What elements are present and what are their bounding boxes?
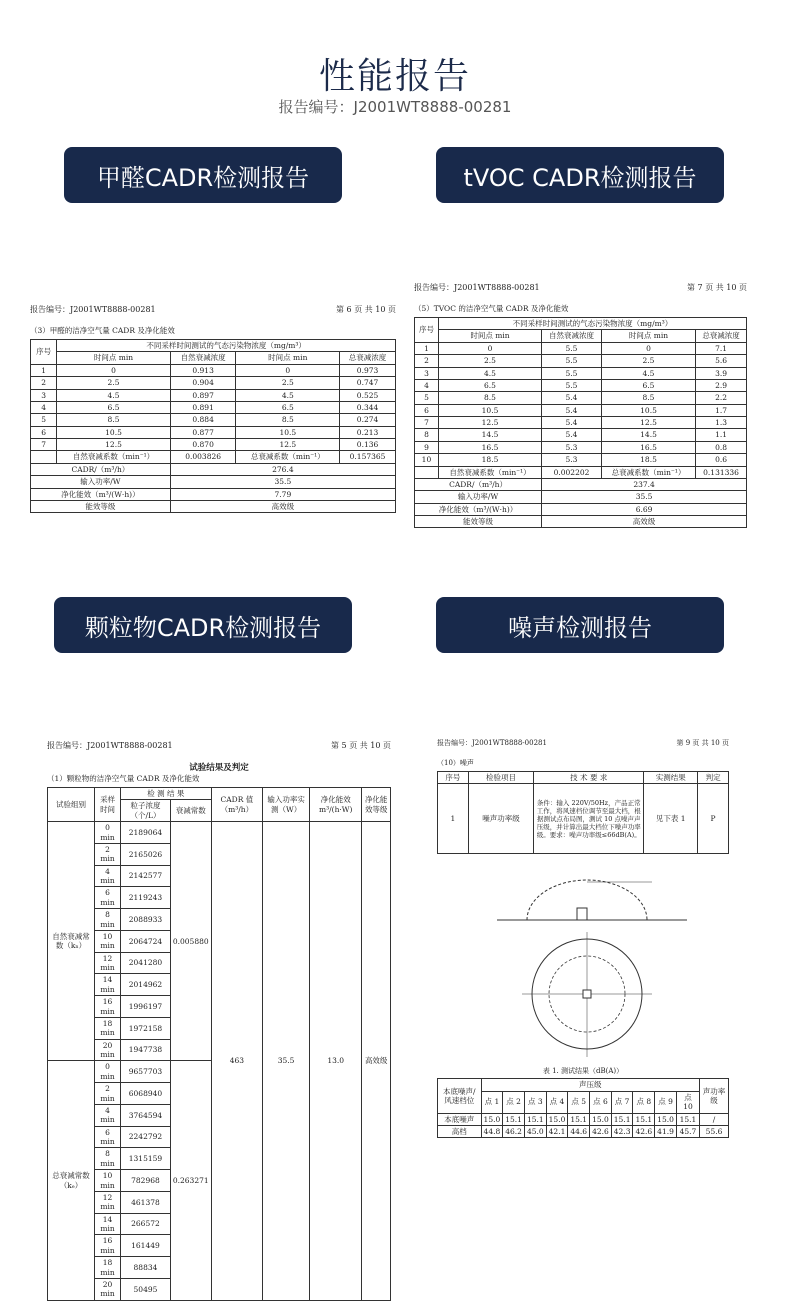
summary-row [31, 488, 396, 500]
table-cell: 2.5 [601, 355, 695, 367]
k-cell: 0.005880 [170, 822, 211, 1061]
table-row [415, 342, 747, 354]
power-header: 输入功率实测（W） [263, 788, 310, 822]
row-result: 见下表 1 [644, 784, 698, 854]
table-row [415, 454, 747, 466]
summary-value: 237.4 [542, 478, 747, 490]
table-cell: 6.5 [438, 379, 541, 391]
device-box-top [583, 990, 591, 998]
conc-cell: 2165026 [121, 843, 171, 865]
k-tot-label: 总衰减系数（min⁻¹） [601, 466, 695, 478]
table-cell: 0.891 [170, 401, 236, 413]
table-cell: 7.1 [696, 342, 747, 354]
table-cell: 0.877 [170, 426, 236, 438]
table-cell: 0.344 [340, 401, 396, 413]
eff-header: 净化能效 m³/(h·W) [310, 788, 362, 822]
pw-cell: / [700, 1113, 729, 1125]
k-nat-label: 自然衰减系数（min⁻¹） [438, 466, 541, 478]
col-header: 实测结果 [644, 772, 698, 784]
table-cell: 7 [415, 417, 439, 429]
conc-cell: 2119243 [121, 887, 171, 909]
table-cell: 1.1 [696, 429, 747, 441]
table-cell: 3 [31, 389, 57, 401]
tvoc-table [414, 317, 747, 528]
table-cell: 5 [415, 392, 439, 404]
device-box [577, 908, 587, 920]
particle-table [47, 787, 391, 1301]
value-cell: 15.1 [568, 1113, 590, 1125]
col-header: 技 术 要 求 [534, 772, 644, 784]
group-label: 自然衰减常数（kₙ） [48, 822, 95, 1061]
point-header: 点 8 [633, 1091, 655, 1113]
table-cell: 14.5 [601, 429, 695, 441]
table-cell: 18.5 [601, 454, 695, 466]
table-cell: 7 [31, 439, 57, 451]
table-cell: 5.4 [542, 404, 602, 416]
table-cell: 5.5 [542, 379, 602, 391]
value-cell: 44.6 [568, 1125, 590, 1137]
doc-heading: 试验结果及判定 [189, 763, 249, 773]
table-row [415, 404, 747, 416]
doc-page-no: 第 5 页 共 10 页 [331, 741, 391, 750]
formaldehyde-cadr-badge: 甲醛CADR检测报告 [64, 147, 342, 203]
result-header: 检 测 结 果 [121, 788, 212, 800]
value-cell: 42.6 [633, 1125, 655, 1137]
conc-cell: 2142577 [121, 865, 171, 887]
col-header: 时间点 min [438, 330, 541, 342]
value-cell: 15.0 [590, 1113, 612, 1125]
time-cell: 16 min [95, 1235, 121, 1257]
conc-cell: 2189064 [121, 822, 171, 844]
table-cell: 0.274 [340, 414, 396, 426]
table-cell: 6.5 [236, 401, 340, 413]
value-cell: 15.1 [611, 1113, 633, 1125]
summary-label: 输入功率/W [415, 491, 542, 503]
bg-header: 本底噪声/风速档位 [438, 1079, 482, 1113]
page-title: 性能报告 [318, 56, 471, 97]
table-cell: 5.3 [542, 454, 602, 466]
table-cell: 3.9 [696, 367, 747, 379]
table-cell: 0.884 [170, 414, 236, 426]
time-cell: 6 min [95, 887, 121, 909]
formaldehyde-table [30, 339, 396, 513]
conc-cell: 2242792 [121, 1126, 171, 1148]
summary-value: 高效级 [542, 516, 747, 528]
table-cell: 10.5 [236, 426, 340, 438]
noise-requirement-table [437, 771, 729, 854]
table-row [415, 355, 747, 367]
table-cell: 5.3 [542, 441, 602, 453]
table-cell: 10.5 [601, 404, 695, 416]
k-nat-label: 自然衰减系数（min⁻¹） [57, 451, 170, 463]
col-header: 序号 [438, 772, 469, 784]
value-cell: 15.1 [503, 1113, 525, 1125]
k-header: 衰减常数 [170, 800, 211, 822]
value-cell: 15.0 [655, 1113, 677, 1125]
table-cell: 10.5 [438, 404, 541, 416]
table-cell: 12.5 [57, 439, 170, 451]
conc-cell: 1996197 [121, 996, 171, 1018]
table-cell: 0 [236, 364, 340, 376]
value-cell: 45.7 [676, 1125, 699, 1137]
table-cell: 1.7 [696, 404, 747, 416]
point-header: 点 6 [590, 1091, 612, 1113]
span-header: 不同采样时间测试的气态污染物浓度（mg/m³） [438, 318, 746, 330]
value-cell: 42.1 [546, 1125, 568, 1137]
value-cell: 42.6 [590, 1125, 612, 1137]
table-cell: 8.5 [236, 414, 340, 426]
table-cell: 0.973 [340, 364, 396, 376]
table-cell: 2.9 [696, 379, 747, 391]
table-cell: 9 [415, 441, 439, 453]
table-cell: 8.5 [438, 392, 541, 404]
table-cell: 4.5 [438, 367, 541, 379]
k-cell: 0.263271 [170, 1061, 211, 1300]
time-cell: 14 min [95, 1213, 121, 1235]
table-cell: 12.5 [236, 439, 340, 451]
pw-header: 声功率级 [700, 1079, 729, 1113]
noise-report-badge: 噪声检测报告 [436, 597, 724, 653]
table-cell: 0.213 [340, 426, 396, 438]
table-row [415, 441, 747, 453]
table-cell: 6.5 [57, 401, 170, 413]
table-row [31, 439, 396, 451]
table-cell: 2.5 [438, 355, 541, 367]
conc-cell: 782968 [121, 1170, 171, 1192]
table-cell: 3 [415, 367, 439, 379]
time-cell: 0 min [95, 1061, 121, 1083]
time-cell: 18 min [95, 1257, 121, 1279]
summary-row [415, 503, 747, 515]
conc-cell: 6068940 [121, 1083, 171, 1105]
table-cell: 1 [31, 364, 57, 376]
point-header: 点 10 [676, 1091, 699, 1113]
k-tot-value: 0.157365 [340, 451, 396, 463]
table-cell: 0.897 [170, 389, 236, 401]
summary-value: 35.5 [170, 476, 395, 488]
col-header: 自然衰减浓度 [170, 352, 236, 364]
col-header: 自然衰减浓度 [542, 330, 602, 342]
doc-caption: （1）颗粒物的洁净空气量 CADR 及净化能效 [47, 774, 200, 783]
row-seq: 1 [438, 784, 469, 854]
table-cell: 1 [415, 342, 439, 354]
table-cell: 0.136 [340, 439, 396, 451]
test-point-layout-diagram [437, 862, 729, 1062]
conc-cell: 3764594 [121, 1104, 171, 1126]
time-cell: 6 min [95, 1126, 121, 1148]
value-cell: 15.1 [676, 1113, 699, 1125]
time-cell: 4 min [95, 865, 121, 887]
table-row [31, 377, 396, 389]
table-cell: 0 [601, 342, 695, 354]
conc-cell: 2064724 [121, 930, 171, 952]
table-row [415, 417, 747, 429]
table-row [415, 367, 747, 379]
table-cell: 0.747 [340, 377, 396, 389]
table-cell: 8.5 [57, 414, 170, 426]
group-header: 试验组别 [48, 788, 95, 822]
table-cell: 4.5 [601, 367, 695, 379]
time-cell: 12 min [95, 1191, 121, 1213]
summary-value: 35.5 [542, 491, 747, 503]
conc-cell: 1947738 [121, 1039, 171, 1061]
table-cell: 2.5 [236, 377, 340, 389]
table-cell: 0.913 [170, 364, 236, 376]
point-header: 点 4 [546, 1091, 568, 1113]
conc-cell: 266572 [121, 1213, 171, 1235]
table-cell: 5.4 [542, 417, 602, 429]
conc-cell: 2088933 [121, 909, 171, 931]
value-cell: 45.0 [524, 1125, 546, 1137]
noise-report-doc [437, 738, 729, 1140]
row-item: 噪声功率级 [468, 784, 533, 854]
report-number: 报告编号：J2001WT8888-00281 [278, 98, 512, 116]
point-header: 点 5 [568, 1091, 590, 1113]
summary-row [415, 478, 747, 490]
formaldehyde-report-doc [30, 304, 396, 549]
k-nat-value: 0.003826 [170, 451, 236, 463]
table-cell: 8 [415, 429, 439, 441]
span-header: 不同采样时间测试的气态污染物浓度（mg/m³） [57, 340, 396, 352]
table-cell: 5.5 [542, 355, 602, 367]
time-cell: 12 min [95, 952, 121, 974]
row-verdict: P [698, 784, 729, 854]
conc-cell: 2014962 [121, 974, 171, 996]
doc-page-no: 第 7 页 共 10 页 [687, 283, 747, 292]
value-cell: 46.2 [503, 1125, 525, 1137]
table-cell: 14.5 [438, 429, 541, 441]
time-cell: 4 min [95, 1104, 121, 1126]
cadr-cell: 463 [211, 822, 262, 1301]
group-label: 总衰减常数（kₑ） [48, 1061, 95, 1300]
conc-cell: 2041280 [121, 952, 171, 974]
time-cell: 8 min [95, 1148, 121, 1170]
tvoc-cadr-badge: tVOC CADR检测报告 [436, 147, 724, 203]
conc-header: 粒子浓度（个/L） [121, 800, 171, 822]
table-row [31, 364, 396, 376]
conc-cell: 88834 [121, 1257, 171, 1279]
time-cell: 18 min [95, 1017, 121, 1039]
table-row [31, 426, 396, 438]
col-header: 时间点 min [601, 330, 695, 342]
value-cell: 44.8 [481, 1125, 503, 1137]
summary-label: 净化能效（m³/(W·h)） [415, 503, 542, 515]
point-header: 点 7 [611, 1091, 633, 1113]
time-cell: 8 min [95, 909, 121, 931]
time-header: 采样时间 [95, 788, 121, 822]
table-cell: 12.5 [601, 417, 695, 429]
col-header: 总衰减浓度 [340, 352, 396, 364]
noise-result-table [437, 1078, 729, 1138]
table-cell: 16.5 [438, 441, 541, 453]
table-row [415, 429, 747, 441]
value-cell: 15.1 [633, 1113, 655, 1125]
table-cell: 4 [415, 379, 439, 391]
doc-page-no: 第 6 页 共 10 页 [336, 305, 396, 314]
seq-header: 序号 [31, 340, 57, 365]
col-header: 时间点 min [57, 352, 170, 364]
table-row [31, 389, 396, 401]
doc-caption: （5）TVOC 的洁净空气量 CADR 及净化能效 [414, 304, 569, 313]
table-cell: 8.5 [601, 392, 695, 404]
summary-label: 输入功率/W [31, 476, 171, 488]
table-cell: 16.5 [601, 441, 695, 453]
value-cell: 15.0 [546, 1113, 568, 1125]
value-cell: 42.3 [611, 1125, 633, 1137]
seq-header: 序号 [415, 318, 439, 343]
point-header: 点 1 [481, 1091, 503, 1113]
conc-cell: 9657703 [121, 1061, 171, 1083]
conc-cell: 1972158 [121, 1017, 171, 1039]
summary-value: 276.4 [170, 463, 395, 475]
point-header: 点 9 [655, 1091, 677, 1113]
value-cell: 15.0 [481, 1113, 503, 1125]
summary-label: 能效等级 [31, 500, 171, 512]
table-cell: 5.5 [542, 342, 602, 354]
table-cell: 4.5 [57, 389, 170, 401]
doc-caption: （10）噪声 [437, 759, 474, 767]
noise-table-title: 表 1. 测试结果（dB(A)） [542, 1067, 624, 1076]
summary-value: 7.79 [170, 488, 395, 500]
table-cell: 0 [57, 364, 170, 376]
summary-label: CADR/（m³/h） [31, 463, 171, 475]
particle-cadr-badge: 颗粒物CADR检测报告 [54, 597, 352, 653]
power-cell: 35.5 [263, 822, 310, 1301]
table-cell: 2.2 [696, 392, 747, 404]
time-cell: 10 min [95, 1170, 121, 1192]
table-cell: 5.6 [696, 355, 747, 367]
summary-row [415, 516, 747, 528]
table-cell: 4 [31, 401, 57, 413]
point-header: 点 3 [524, 1091, 546, 1113]
doc-report-no: 报告编号：J2001WT8888-00281 [437, 739, 547, 747]
doc-page-no: 第 9 页 共 10 页 [676, 739, 729, 747]
table-row [415, 392, 747, 404]
row-requirement: 条件：输入 220V/50Hz，产品正常工作，将风速档位调节至最大档，根据测试点布局图，测试 10 点噪声声压级，并计算出最大档位下噪声功率级。要求：噪声功率级≤66dB(A)。 [534, 784, 644, 854]
table-cell: 5 [31, 414, 57, 426]
table-cell: 2 [415, 355, 439, 367]
doc-caption: （3）甲醛的洁净空气量 CADR 及净化能效 [30, 326, 175, 335]
row-label: 高档 [438, 1125, 482, 1137]
row-label: 本底噪声 [438, 1113, 482, 1125]
summary-label: CADR/（m³/h） [415, 478, 542, 490]
summary-label: 能效等级 [415, 516, 542, 528]
spl-header: 声压级 [481, 1079, 700, 1091]
summary-row [31, 463, 396, 475]
summary-row [415, 491, 747, 503]
table-row [415, 379, 747, 391]
k-nat-value: 0.002202 [542, 466, 602, 478]
table-cell: 5.4 [542, 429, 602, 441]
time-cell: 2 min [95, 843, 121, 865]
cadr-header: CADR 值（m³/h） [211, 788, 262, 822]
table-cell: 2.5 [57, 377, 170, 389]
grade-cell: 高效级 [362, 822, 391, 1301]
table-cell: 10.5 [57, 426, 170, 438]
table-cell: 6.5 [601, 379, 695, 391]
table-row [31, 414, 396, 426]
table-cell: 12.5 [438, 417, 541, 429]
time-cell: 14 min [95, 974, 121, 996]
table-cell: 5.5 [542, 367, 602, 379]
table-cell: 18.5 [438, 454, 541, 466]
eff-cell: 13.0 [310, 822, 362, 1301]
table-cell: 0.525 [340, 389, 396, 401]
table-cell: 0.8 [696, 441, 747, 453]
time-cell: 2 min [95, 1083, 121, 1105]
table-cell: 6 [31, 426, 57, 438]
summary-value: 高效级 [170, 500, 395, 512]
k-tot-label: 总衰减系数（min⁻¹） [236, 451, 340, 463]
table-cell: 0.904 [170, 377, 236, 389]
col-header: 总衰减浓度 [696, 330, 747, 342]
time-cell: 10 min [95, 930, 121, 952]
doc-report-no: 报告编号：J2001WT8888-00281 [47, 741, 173, 750]
conc-cell: 461378 [121, 1191, 171, 1213]
time-cell: 16 min [95, 996, 121, 1018]
col-header: 判定 [698, 772, 729, 784]
table-row [48, 822, 391, 844]
conc-cell: 161449 [121, 1235, 171, 1257]
table-cell: 6 [415, 404, 439, 416]
tvoc-report-doc [414, 282, 747, 548]
table-cell: 2 [31, 377, 57, 389]
table-cell: 4.5 [236, 389, 340, 401]
conc-cell: 50495 [121, 1278, 171, 1300]
col-header: 检验项目 [468, 772, 533, 784]
summary-value: 6.69 [542, 503, 747, 515]
particle-report-doc [47, 740, 391, 1299]
table-cell: 0.6 [696, 454, 747, 466]
table-cell: 5.4 [542, 392, 602, 404]
col-header: 时间点 min [236, 352, 340, 364]
summary-label: 净化能效（m³/(W·h)） [31, 488, 171, 500]
time-cell: 20 min [95, 1278, 121, 1300]
k-tot-value: 0.131336 [696, 466, 747, 478]
doc-report-no: 报告编号：J2001WT8888-00281 [414, 283, 540, 292]
table-cell: 1.3 [696, 417, 747, 429]
point-header: 点 2 [503, 1091, 525, 1113]
conc-cell: 1315159 [121, 1148, 171, 1170]
table-cell: 0.870 [170, 439, 236, 451]
value-cell: 15.1 [524, 1113, 546, 1125]
doc-report-no: 报告编号：J2001WT8888-00281 [30, 305, 156, 314]
summary-row [31, 500, 396, 512]
time-cell: 20 min [95, 1039, 121, 1061]
grade-header: 净化能效等级 [362, 788, 391, 822]
value-cell: 41.9 [655, 1125, 677, 1137]
table-cell: 0 [438, 342, 541, 354]
pw-cell: 55.6 [700, 1125, 729, 1137]
table-cell: 10 [415, 454, 439, 466]
time-cell: 0 min [95, 822, 121, 844]
table-row [31, 401, 396, 413]
summary-row [31, 476, 396, 488]
